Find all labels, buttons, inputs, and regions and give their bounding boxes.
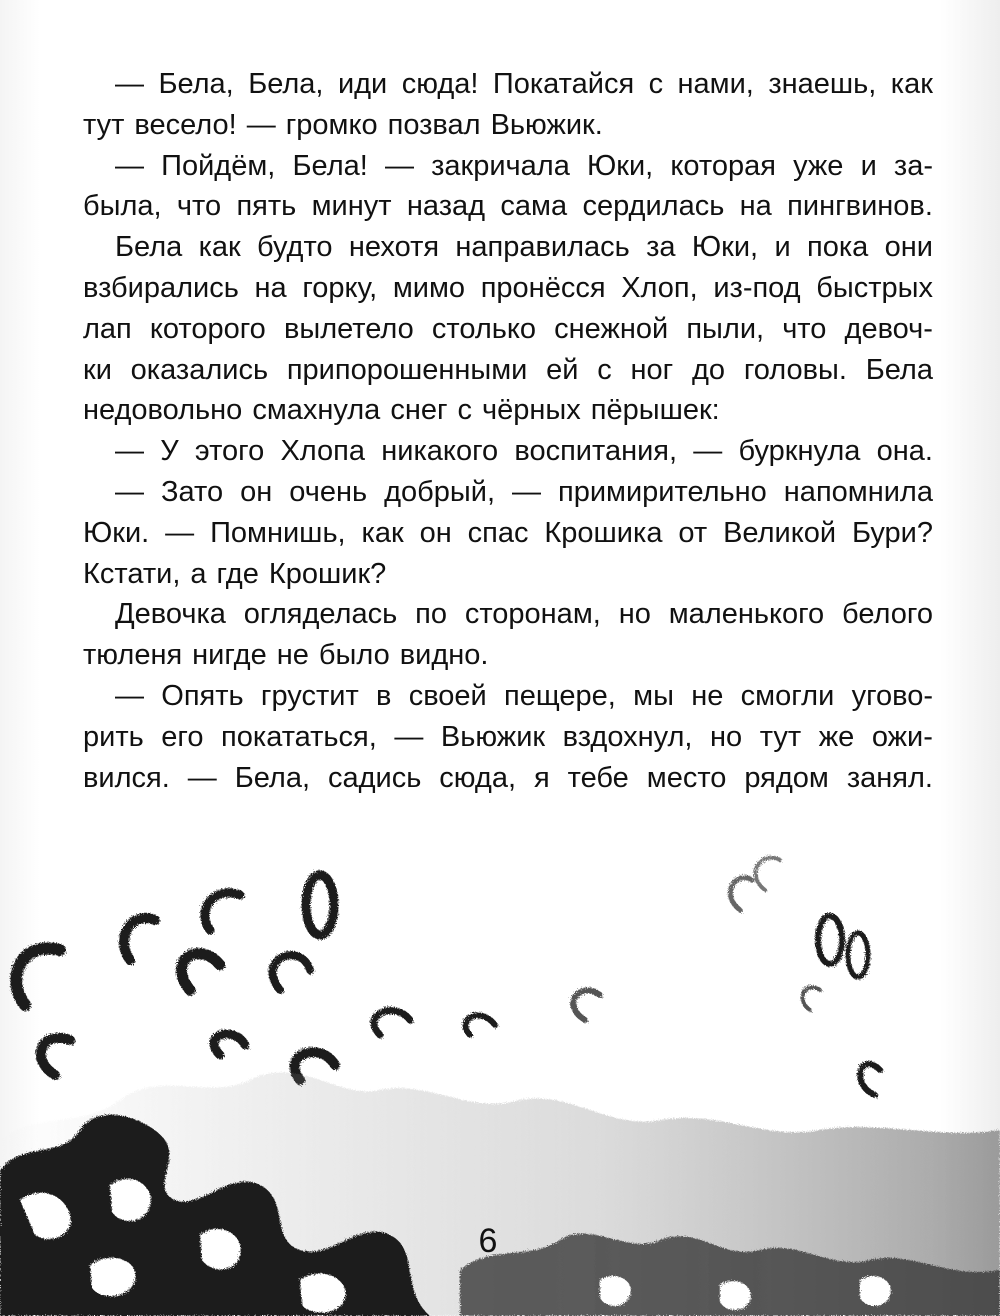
text-line: Кстати, а где Крошик? [83,557,387,590]
text-line: тюленя нигде не было видно. [83,639,489,672]
text-line: Девочка огляделась по сторонам, но маленького белого [115,598,933,631]
text-line: Юки. — Помнишь, как он спас Крошика от Великой Бури? [83,516,933,549]
text-line: вился. — Бела, садись сюда, я тебе место рядом занял. [83,761,933,794]
text-line: — Пойдём, Бела! — закричала Юки, которая уже и за- [115,149,933,182]
text-line: — Бела, Бела, иди сюда! Покатайся с нами, знаешь, как [115,68,933,100]
text-line: была, что пять минут назад сама сердилась на пингвинов. [83,190,933,223]
story-text [83,64,933,798]
text-line: — Опять грустит в своей пещере, мы не смогли угово- [115,679,933,712]
text-line: тут весело! — громко позвал Вьюжик. [83,108,603,141]
text-line: ки оказались припорошенными ей с ног до головы. Бела [83,353,933,386]
text-line: взбирались на горку, мимо пронёсся Хлоп, из-под быстрых [83,271,933,304]
text-line: — У этого Хлопа никакого воспитания, — буркнула она. [115,435,933,468]
text-line: Бела как будто нехотя направилась за Юки, и пока они [115,231,933,264]
text-line: — Зато он очень добрый, — примирительно напомнила [115,475,933,508]
text-line: рить его покататься, — Вьюжик вздохнул, но тут же ожи- [83,720,933,753]
text-line: лап которого вылетело столько снежной пыли, что девоч- [83,312,933,345]
page-number: 6 [478,1222,498,1260]
text-line: недовольно смахнула снег с чёрных пёрышек: [83,394,720,427]
